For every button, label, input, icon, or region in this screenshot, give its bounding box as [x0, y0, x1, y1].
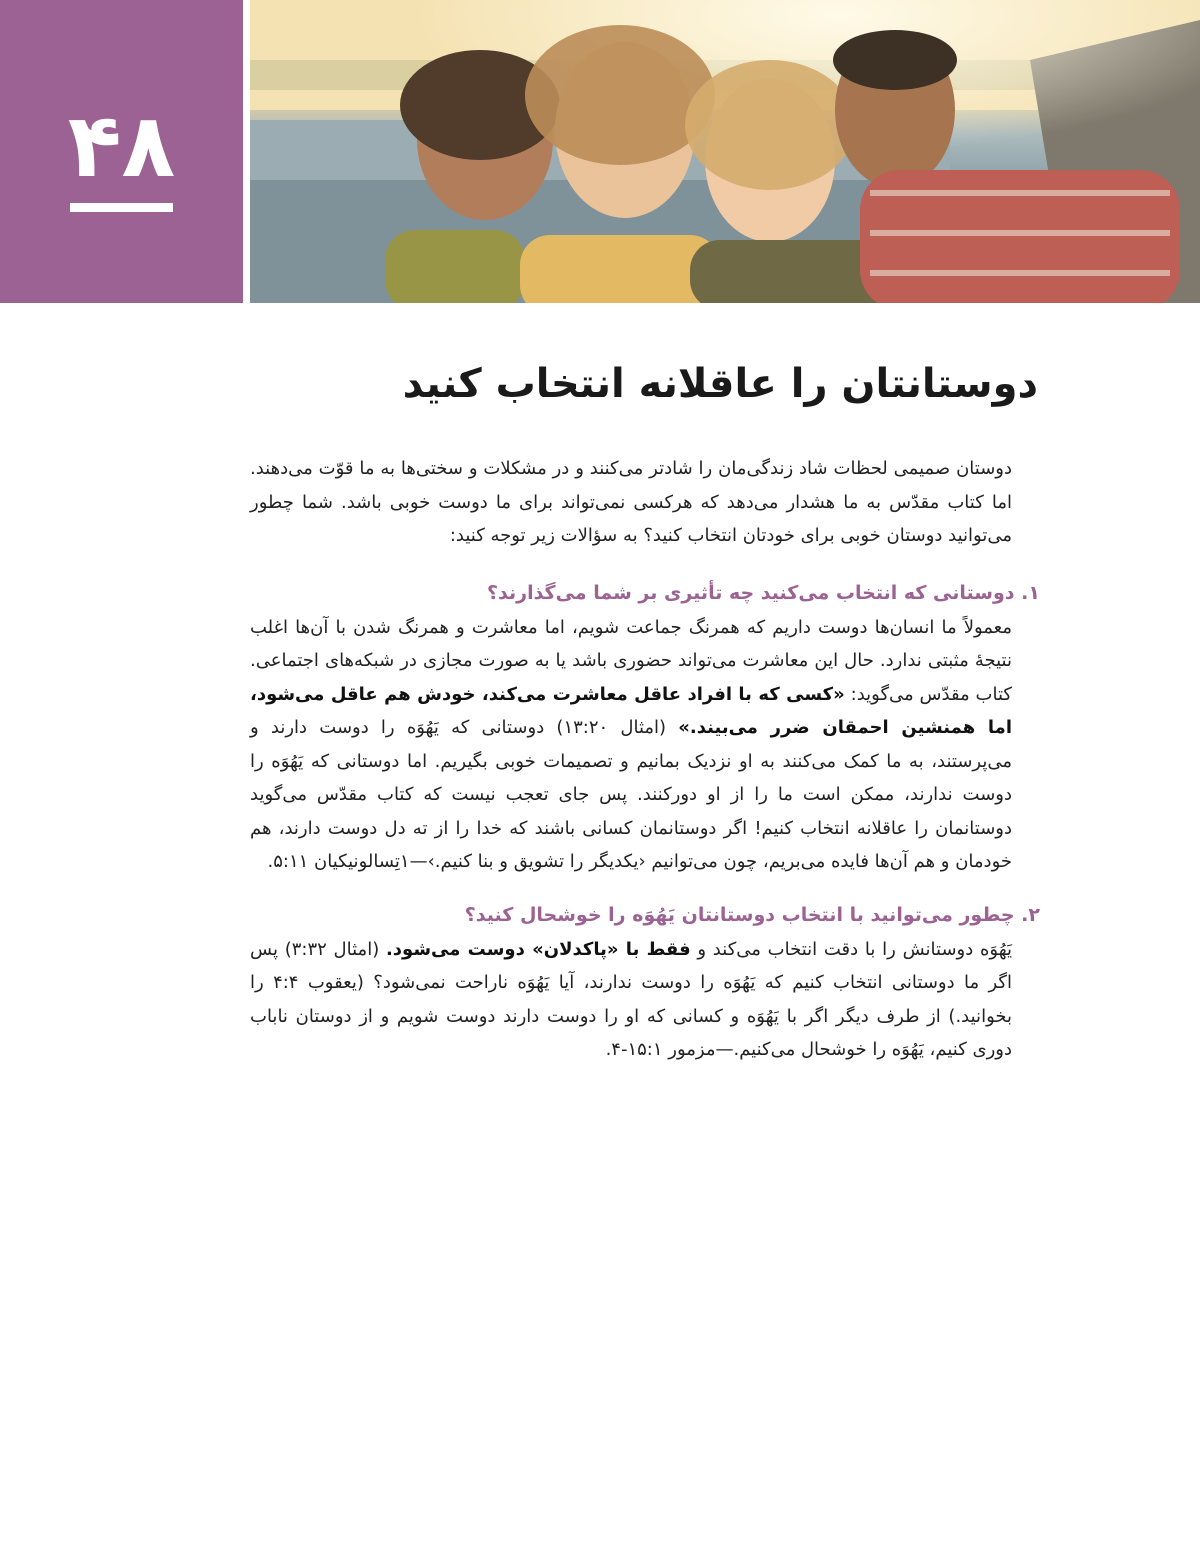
question-1 [250, 575, 1040, 611]
question-number: ۱. [1021, 581, 1040, 604]
lesson-content [250, 452, 1040, 1085]
header-photo [250, 0, 1200, 303]
body-text: معمولاً ما انسان‌ها دوست داریم که همرنگ جماعت شویم، اما معاشرت و همرنگ شدن با آن‌ها اغلب نتیجهٔ مثبتی ندارد. حال این معاشرت می‌تواند حضوری باشد یا به صورت مجازی در شبکه‌های اجتماعی. کتاب مقدّس می‌گوید: [250, 616, 1012, 705]
lesson-header [0, 0, 1200, 303]
question-body [250, 611, 1012, 879]
question-text: دوستانی که انتخاب می‌کنید چه تأثیری بر شما می‌گذارند؟ [487, 581, 1015, 604]
question-body [250, 933, 1012, 1067]
body-text: (امثال ۳:۳۲) پس اگر ما دوستانی انتخاب کنیم که یَهُوَه را دوست ندارند، آیا یَهُوَه ناراحت نمی‌شود؟ (یعقوب ۴:۴ را بخوانید.) از طرف دیگر اگر با یَهُوَه و کسانی که او را دوست دارند دوست شویم و از دوستان ناباب دوری کنیم، یَهُوَه را خوشحال می‌کنیم.—مزمور ۱۵:۱-۴. [250, 938, 1012, 1060]
lesson-number-underline [70, 203, 173, 212]
friends-selfie-photo [250, 0, 1200, 303]
question-number: ۲. [1021, 903, 1040, 926]
body-text: (امثال ۱۳:۲۰) دوستانی که یَهُوَه را دوست دارند و می‌پرستند، به ما کمک می‌کنند به او نزدیک بمانیم و تصمیمات خوبی بگیریم. اما دوستانی که یَهُوَه را دوست ندارند، ممکن است ما را از او دورکنند. پس جای تعجب نیست که کتاب مقدّس می‌گوید دوستانمان را عاقلانه انتخاب کنیم! اگر دوستانمان کسانی باشند که خدا را از ته دل دوست دارند، هم خودمان و هم آن‌ها فایده می‌بریم، چون می‌توانیم ‹یکدیگر را تشویق و بنا کنیم.›—۱تِسالونیکیان ۵:۱۱. [250, 717, 1012, 872]
body-text: یَهُوَه دوستانش را با دقت انتخاب می‌کند و [690, 938, 1013, 960]
question-heading [250, 575, 1040, 611]
intro-paragraph: دوستان صمیمی لحظات شاد زندگی‌مان را شادتر می‌کنند و در مشکلات و سختی‌ها به ما قوّت می‌دهند. اما کتاب مقدّس به ما هشدار می‌دهد که هرکسی نمی‌تواند برای ما دوست خوبی باشد. شما چطور می‌توانید دوستان خوبی برای خودتان انتخاب کنید؟ به سؤالات زیر توجه کنید: [250, 458, 1012, 546]
question-text: چطور می‌توانید با انتخاب دوستانتان یَهُوَه را خوشحال کنید؟ [464, 903, 1015, 926]
scripture-quote: فقط با «پاکدلان» دوست می‌شود. [385, 938, 691, 960]
question-heading [250, 897, 1040, 933]
scripture-quote: «کسی که با افراد عاقل معاشرت می‌کند، خودش هم عاقل می‌شود، اما همنشین احمقان ضرر می‌بیند.» [250, 683, 1012, 738]
lesson-number: ۴۸ [67, 94, 176, 197]
page-title: دوستانتان را عاقلانه انتخاب کنید [402, 361, 1038, 407]
lesson-number-box [0, 0, 243, 303]
question-2 [250, 897, 1040, 933]
